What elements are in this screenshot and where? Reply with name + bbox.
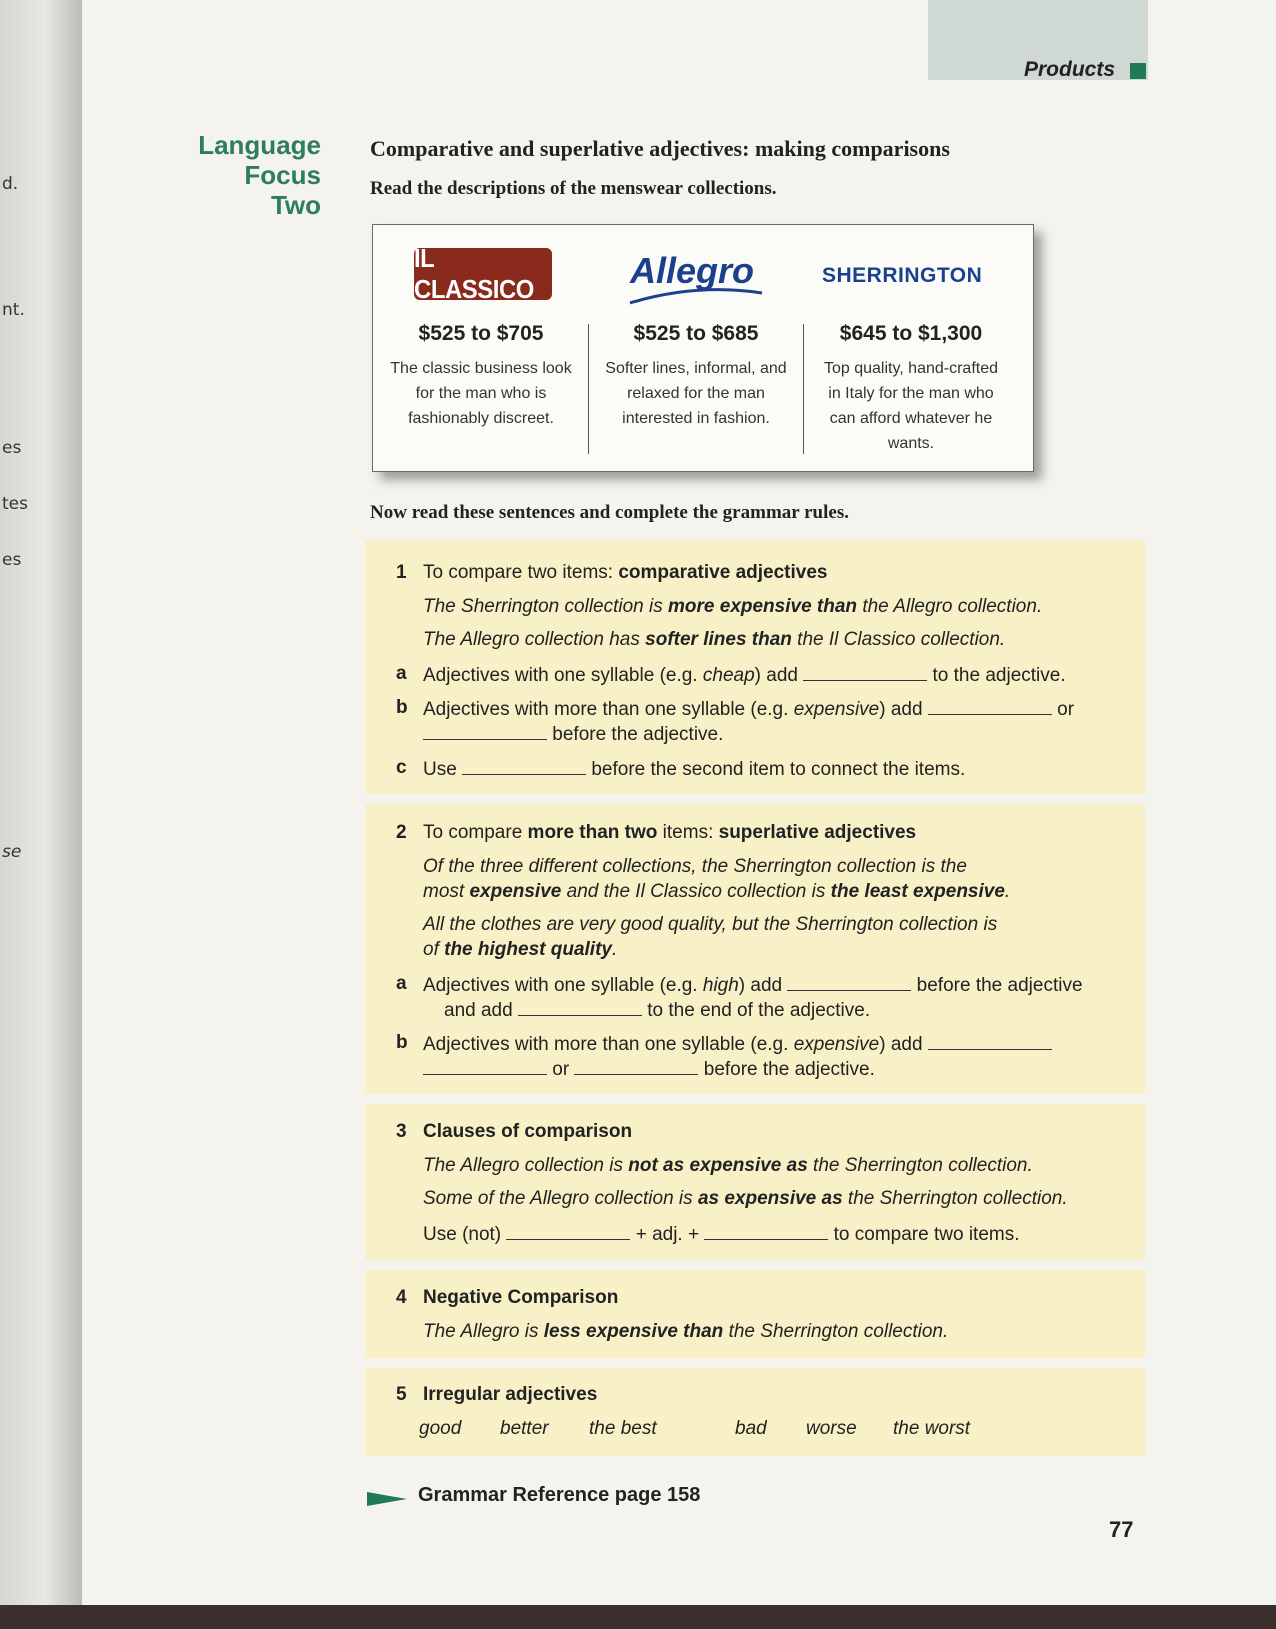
rule-box-irregular: [365, 1368, 1145, 1456]
rule-text: or before the adjective.: [423, 1057, 875, 1081]
rule-box-negative: [365, 1270, 1145, 1358]
rule-title: Clauses of comparison: [423, 1121, 633, 1142]
irregular-word: bad: [735, 1418, 767, 1439]
answer-blank[interactable]: [803, 663, 927, 681]
answer-blank[interactable]: [506, 1222, 630, 1240]
example-sentence: Of the three different collections, the Sherrington collection is the: [423, 856, 967, 877]
brand-column: [601, 322, 791, 431]
example-sentence: The Allegro collection is not as expensive as the Sherrington collection.: [423, 1155, 1033, 1176]
example-sentence: Some of the Allegro collection is as expensive as the Sherrington collection.: [423, 1188, 1068, 1209]
answer-blank[interactable]: [928, 697, 1052, 715]
sherrington-logo: SHERRINGTON: [822, 264, 983, 287]
sub-rule-letter: a: [396, 973, 407, 994]
answer-blank[interactable]: [928, 1032, 1052, 1050]
rule-number: 3: [396, 1121, 407, 1142]
instruction-read: Read the descriptions of the menswear collections.: [370, 178, 777, 199]
answer-blank[interactable]: [462, 757, 586, 775]
rule-number: 2: [396, 822, 407, 843]
rule-text: Adjectives with more than one syllable (e.g. expensive) add or: [423, 699, 1075, 720]
arrow-right-icon: [367, 1490, 407, 1508]
spine-fragment: es: [2, 550, 22, 570]
rule-text: Adjectives with more than one syllable (e.g. expensive) add: [423, 1032, 1052, 1056]
running-head: Products: [1024, 58, 1116, 81]
sub-rule-letter: b: [396, 697, 408, 718]
example-sentence: The Allegro collection has softer lines than the Il Classico collection.: [423, 629, 1006, 650]
running-head-square-icon: [1130, 63, 1146, 79]
answer-blank[interactable]: [787, 973, 911, 991]
rule-title: Irregular adjectives: [423, 1384, 598, 1405]
irregular-word: better: [500, 1418, 549, 1439]
il-classico-logo: IL CLASSICO: [414, 248, 552, 300]
rule-text: Use (not) + adj. + to compare two items.: [423, 1224, 1020, 1245]
irregular-word: the worst: [893, 1418, 971, 1439]
spine-fragment: se: [2, 842, 22, 862]
page-number: 77: [1109, 1517, 1134, 1542]
sub-rule-letter: a: [396, 663, 407, 684]
brand-column: [386, 322, 576, 431]
column-divider: [588, 324, 589, 454]
book-edge: [0, 1605, 1276, 1629]
previous-page-spine: [0, 0, 82, 1629]
rule-text: before the adjective.: [423, 722, 723, 746]
answer-blank[interactable]: [518, 998, 642, 1016]
answer-blank[interactable]: [423, 722, 547, 740]
spine-fragment: nt.: [2, 300, 25, 320]
answer-blank[interactable]: [423, 1057, 547, 1075]
section-label: [116, 130, 321, 220]
irregular-word: worse: [806, 1418, 857, 1439]
rule-title: To compare two items: comparative adjectives: [423, 562, 828, 583]
allegro-logo: Allegro: [630, 250, 755, 291]
rule-title: Negative Comparison: [423, 1287, 619, 1308]
column-divider: [803, 324, 804, 454]
section-label-line: Two: [270, 190, 321, 220]
instruction-complete: Now read these sentences and complete the grammar rules.: [370, 502, 849, 523]
example-sentence: The Allegro is less expensive than the Sherrington collection.: [423, 1321, 949, 1342]
brand-price: $525 to $705: [418, 322, 544, 345]
page-title: Comparative and superlative adjectives: making comparisons: [370, 136, 950, 161]
rule-text: Adjectives with one syllable (e.g. high) add before the adjective: [423, 975, 1083, 996]
rule-text: and add to the end of the adjective.: [444, 1000, 871, 1021]
allegro-swoosh-icon: [626, 285, 766, 307]
example-sentence: All the clothes are very good quality, but the Sherrington collection is: [423, 914, 998, 935]
brand-description: The classic business look for the man who is fashionably discreet.: [390, 360, 572, 427]
rule-number: 4: [396, 1287, 407, 1308]
brand-column: [816, 322, 1006, 456]
answer-blank[interactable]: [704, 1222, 828, 1240]
irregular-word: the best: [589, 1418, 657, 1439]
brand-description: Softer lines, informal, and relaxed for the man interested in fashion.: [605, 360, 787, 427]
example-sentence: The Sherrington collection is more expensive than the Allegro collection.: [423, 596, 1043, 617]
spine-fragment: es: [2, 438, 22, 458]
example-sentence: most expensive and the Il Classico collection is the least expensive.: [423, 881, 1011, 902]
spine-fragment: d.: [2, 174, 19, 194]
example-sentence: of the highest quality.: [423, 939, 618, 960]
sub-rule-letter: b: [396, 1032, 408, 1053]
rule-number: 1: [396, 562, 407, 583]
brand-price: $525 to $685: [633, 322, 759, 345]
rule-number: 5: [396, 1384, 407, 1405]
answer-blank[interactable]: [574, 1057, 698, 1075]
section-label-line: Language Focus: [198, 130, 321, 190]
rule-text: Adjectives with one syllable (e.g. cheap) add to the adjective.: [423, 665, 1066, 686]
brand-description: Top quality, hand-crafted in Italy for the man who can afford whatever he wants.: [823, 360, 999, 452]
grammar-reference-link[interactable]: Grammar Reference page 158: [418, 1484, 701, 1506]
sub-rule-letter: c: [396, 757, 407, 778]
rule-title: To compare more than two items: superlative adjectives: [423, 822, 917, 843]
brand-price: $645 to $1,300: [839, 322, 983, 345]
rule-text: Use before the second item to connect the items.: [423, 759, 966, 780]
irregular-word: good: [419, 1418, 462, 1439]
spine-fragment: tes: [2, 494, 28, 514]
